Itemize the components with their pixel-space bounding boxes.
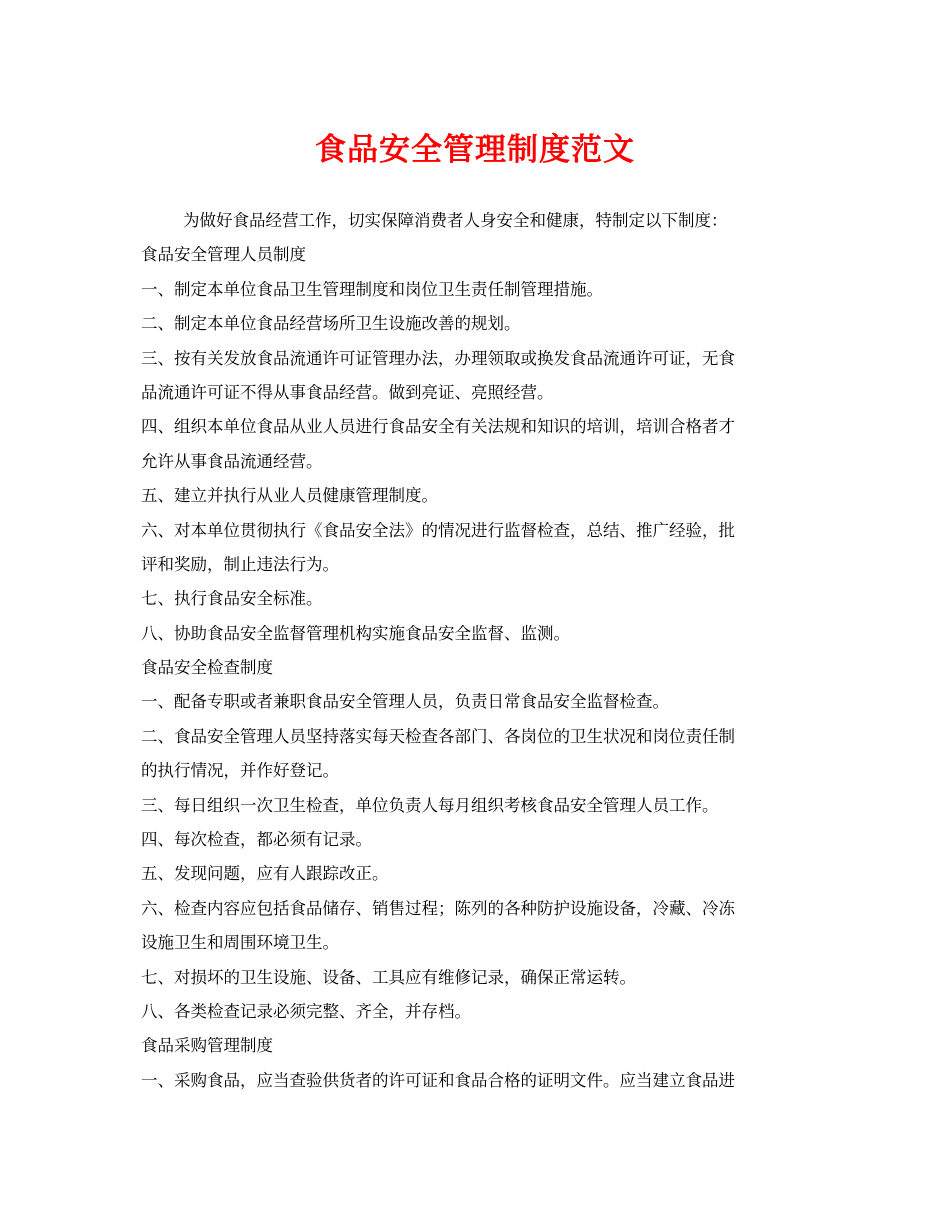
section-heading-procurement: 食品采购管理制度 <box>141 1036 273 1056</box>
text-line: 八、各类检查记录必须完整、齐全，并存档。 <box>141 1001 471 1021</box>
text-line: 一、采购食品，应当查验供货者的许可证和食品合格的证明文件。应当建立食品进 <box>141 1070 735 1090</box>
intro-paragraph: 为做好食品经营工作，切实保障消费者人身安全和健康，特制定以下制度： <box>183 211 728 230</box>
text-line: 四、组织本单位食品从业人员进行食品安全有关法规和知识的培训，培训合格者才 <box>141 417 735 437</box>
section-heading-inspection: 食品安全检查制度 <box>141 658 273 678</box>
text-line: 一、制定本单位食品卫生管理制度和岗位卫生责任制管理措施。 <box>141 279 603 299</box>
text-line: 七、执行食品安全标准。 <box>141 589 323 609</box>
text-line: 二、制定本单位食品经营场所卫生设施改善的规划。 <box>141 314 521 334</box>
text-line: 八、协助食品安全监督管理机构实施食品安全监督、监测。 <box>141 623 570 643</box>
text-line: 七、对损坏的卫生设施、设备、工具应有维修记录，确保正常运转。 <box>141 967 636 987</box>
text-line: 三、按有关发放食品流通许可证管理办法，办理领取或换发食品流通许可证，无食 <box>141 348 735 368</box>
text-line: 四、每次检查，都必须有记录。 <box>141 830 372 850</box>
text-line: 五、建立并执行从业人员健康管理制度。 <box>141 486 438 506</box>
text-line: 五、发现问题，应有人跟踪改正。 <box>141 864 389 884</box>
section-heading-personnel: 食品安全管理人员制度 <box>141 245 306 265</box>
text-line: 二、食品安全管理人员坚持落实每天检查各部门、各岗位的卫生状况和岗位责任制 <box>141 726 735 746</box>
text-line: 三、每日组织一次卫生检查，单位负责人每月组织考核食品安全管理人员工作。 <box>141 795 719 815</box>
text-line: 六、对本单位贯彻执行《食品安全法》的情况进行监督检查，总结、推广经验，批 <box>141 520 735 540</box>
text-line: 品流通许可证不得从事食品经营。做到亮证、亮照经营。 <box>141 382 554 402</box>
text-line: 六、检查内容应包括食品储存、销售过程；陈列的各种防护设施设备，冷藏、冷冻 <box>141 898 735 918</box>
document-body <box>141 204 813 1098</box>
document-title: 食品安全管理制度范文 <box>315 132 635 168</box>
text-line: 一、配备专职或者兼职食品安全管理人员，负责日常食品安全监督检查。 <box>141 692 669 712</box>
text-line: 的执行情况，并作好登记。 <box>141 761 339 781</box>
text-line: 评和奖励，制止违法行为。 <box>141 554 339 574</box>
text-line: 设施卫生和周围环境卫生。 <box>141 933 339 953</box>
text-line: 允许从事食品流通经营。 <box>141 451 323 471</box>
